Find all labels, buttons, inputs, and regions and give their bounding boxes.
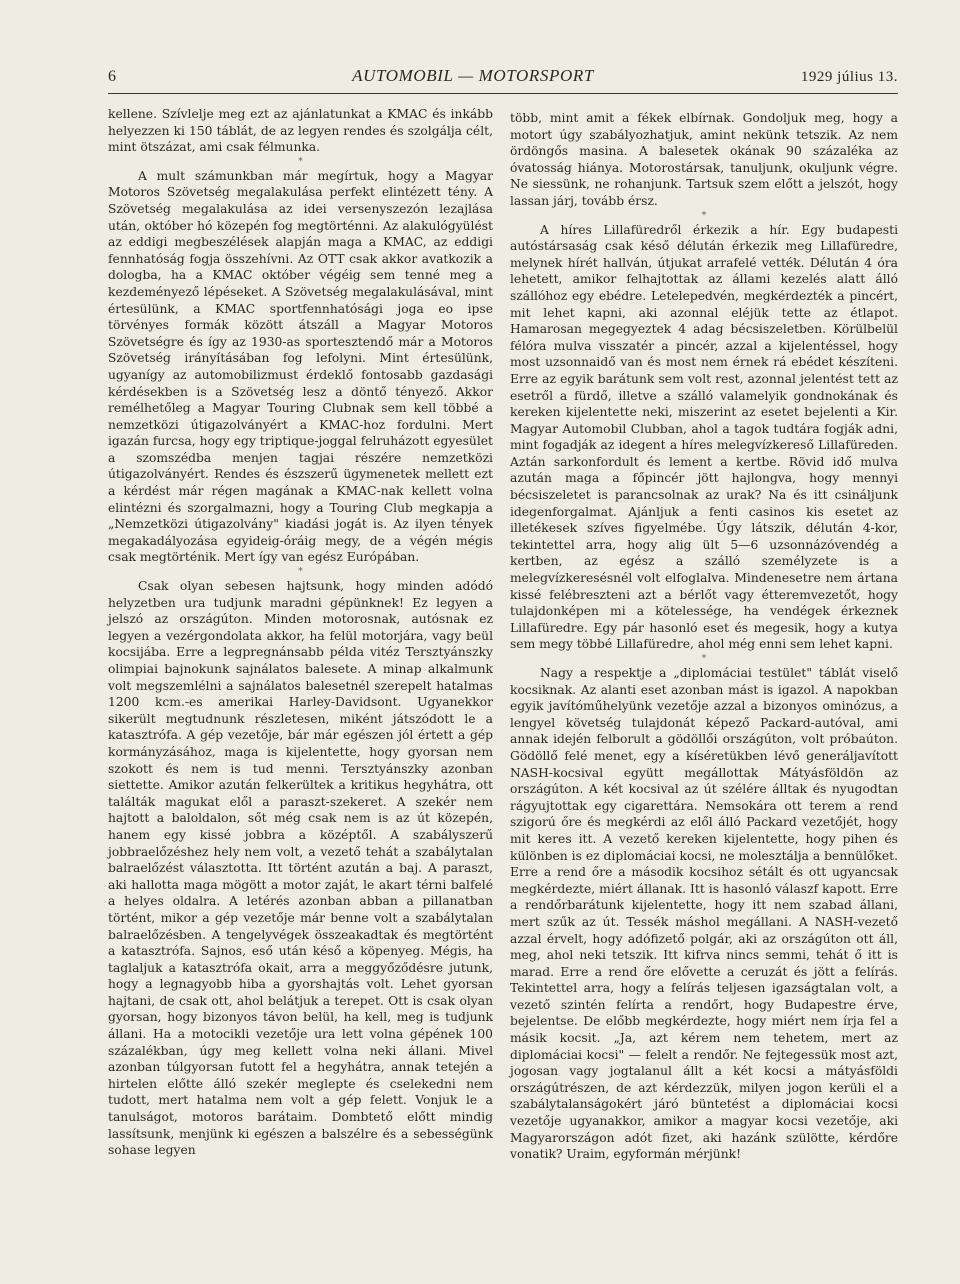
paragraph: A mult számunkban már megírtuk, hogy a Magyar Motoros Szövetség megalakulása perfekt elintézett tény. A Szövetség megalakulása az idei versenyszezón lezajlása után, október hó közepén fog megtörténni. Az alakulógyülést az eddigi megbeszélések alapján maga a KMAC, az eddigi fennhatóság fogja összehívni. Az OTT csak akkor avatkozik a dologba, ha a KMAC október végéig sem tenné meg a kezdeményező lépéseket. A Szövetség megalakulásával, mint értesülünk, a KMAC sportfennhatósági joga eo ipse törvényes formák között átszáll a Magyar Motoros Szövetségre és így az 1930-as sportesztendő már a Motoros Szövetség irányításában fog lefolyni. Mint értesülünk, ugyanígy az automobilizmust érdeklő fontosabb gazdasági kérdésekben is a Szövetség lesz a döntő tényező. Akkor remélhetőleg a Magyar Touring Clubnak sem kell többé a nemzetközi útigazolványért a KMAC-hoz fordulni. Mert igazán furcsa, hogy egy triptique-joggal felruházott egyesület a szomszédba menjen tagjai részére nemzetközi útigazolványért. Rendes és észszerű ügymenetek mellett ezt a kérdést már régen magának a KMAC-nak kellett volna elintézni és szorgalmazni, hogy a Touring Club megkapja a „Nemzetközi útigazolvány" kiadási jogát is. Az ilyen tények megakadályozása egyideig-óráig megy, de a végén mégis csak megtörténik. Mert így van egész Európában.	[108, 168, 493, 565]
paragraph: Csak olyan sebesen hajtsunk, hogy minden adódó helyzetben ura tudjunk maradni gépünknek! Ez legyen a jelszó az országúton. Minden motorosnak, autósnak ez legyen a vezérgondolata akkor, ha felül motorjára, vagy beül kocsijába. Erre a legpregnánsabb példa vitéz Tersztyánszky olimpiai bajnokunk sajnálatos balesete. A minap alkalmunk volt megszemlélni a sajnálatos balesetnél szerepelt hatalmas 1200 kcm.-es amerikai Harley-Davidsont. Ugyanekkor sikerült megtudnunk részletesen, miként játszódott le a katasztrófa. A gép vezetője, bár már egészen jól értett a gép kormányzásához, maga is kijelentette, hogy gyorsan nem szokott és nem is tud menni. Tersztyánszky azonban siettette. Amikor azután felkerültek a kritikus hegyhátra, ott találták magukat elől a paraszt-szekeret. A szekér nem hajtott a baloldalon, sőt még csak nem is az út közepén, hanem egy kissé jobbra a középtől. A szabályszerű jobbraelőzéshez hely nem volt, a vezető tehát a szabálytalan balraelőzést választotta. Itt történt azután a baj. A paraszt, aki hallotta maga mögött a motor zaját, le akart térni balfelé a helyes oldalra. A letérés azonban abban a pillanatban történt, mikor a gép vezetője már benne volt a szabálytalan balraelőzésben. A tengelyvégek összeakadtak és megtörtént a katasztrófa. Sajnos, eső után késő a köpenyeg. Mégis, ha taglaljuk a katasztrófa okait, arra a meggyőződésre jutunk, hogy a legnagyobb hiba a gyorshajtás volt. Lehet gyorsan hajtani, de csak ott, ahol belátjuk a terepet. Ott is csak olyan gyorsan, hogy bizonyos távon belül, ha kell, meg is tudjunk állani. Ha a motocikli vezetője ura lett volna gépének 100 százalékban, úgy meg kellett volna neki állani. Mivel azonban túlgyorsan futott fel a hegyhátra, annak tetején a hirtelen előtte álló szekér meglepte és cselekedni nem tudott, mert hatalma nem volt a gép felett. Vonjuk le a tanulságot, motoros barátaim. Dombtető előtt mindig lassítsunk, menjünk ki egészen a balszélre és a sebességünk sohase legyen	[108, 579, 493, 1158]
paragraph: kellene. Szívlelje meg ezt az ajánlatunkat a KMAC és inkább helyezzen ki 150 táblát, de az legyen rendes és szolgálja célt, mint ötszázat, ami csak félmunka.	[108, 107, 493, 155]
publication-title: AUTOMOBIL — MOTORSPORT	[352, 66, 594, 85]
paragraph: A híres Lillafüredről érkezik a hír. Egy budapesti autóstársaság csak késő délután érkezik meg Lillafüredre, melynek hírét hallván, útjukat arrafelé vették. Délután 4 óra lehetett, amikor felhajtottak az állami kezelés alatt álló szállóhoz egy ebédre. Letelepedvén, megkérdezték a pincért, mit lehet kapni, aki azonnal eléjük tette az étlapot. Hamarosan megegyeztek 4 adag bécsiszeletben. Körülbelül félóra mulva visszatér a pincér, azzal a kijelentéssel, hogy most uzsonnaidő van és most nem érnek rá ebédet készíteni. Erre az egyik barátunk sem volt rest, azonnal jelentést tett az esetről a fürdő, illetve a szálló valamelyik gondnokának és kereken kijelentette neki, miszerint az esetet bejelenti a Kir. Magyar Automobil Clubban, ahol a tagok tudtára fogják adni, mint fogadják az idegent a híres melegvízkereső Lillafüreden. Aztán sarkonfordult és lement a kertbe. Rövid idő mulva azután maga a főpincér jött hajlongva, hogy mennyi bécsiszeletet is parancsolnak az urak? Na és itt csináljunk idegenforgalmat. Ajánljuk a fenti casinos kis esetet az illetékesek szíves figyelmébe. Úgy látszik, délután 4-kor, tekintettel arra, hogy alig ült 5—6 uzsonnázóvendég a kertben, az egész a szálló személyzete is a melegvízkeresésnél volt elfoglalva. Mindenesetre nem ártana kissé felébreszteni azt a bérlőt vagy étteremvezetőt, hogy tulajdonképen mi a kötelessége, ha vendégek érkeznek Lillafüredre. Egy pár hasonló eset és megesik, hogy a kutya sem megy többé Lillafüredre, ahol még enni sem lehet kapni.	[510, 222, 898, 652]
page-header	[108, 66, 898, 92]
page-number: 6	[108, 68, 117, 85]
right-column	[510, 110, 898, 1163]
left-column	[108, 106, 493, 1159]
issue-date: 1929 július 13.	[800, 69, 898, 85]
section-separator: *	[298, 156, 303, 167]
paragraph: Nagy a respektje a „diplomáciai testület" táblát viselő kocsiknak. Az alanti eset azonban mást is igazol. A napokban egyik javítóműhelyünk vezetője azzal a bizonyos ominózus, a lengyel követség tulajdonát képező Packard-autóval, ami annak idején felborult a gödöllői országúton, volt próbaúton. Gödöllő felé menet, egy a kíséretükben lévő generáljavított NASH-kocsival együtt megállottak Mátyásföldön az országúton. A két kocsival az út szélére álltak és nyugodtan rágyujtottak egy cigarettára. Nemsokára ott terem a rend szigorú őre és megkérdi az elől álló Packard vezetőjét, hogy mit keres itt. A vezető kereken kijelentette, hogy pihen és különben is ez diplomáciai kocsi, ne molesztálja a bennülőket. Erre a rend őre a második kocsihoz sétált és ott ugyancsak megkérdezte, miért állanak. Itt is hasonló válaszf kapott. Erre a rendőrbarátunk kijelentette, hogy itt nem szabad állani, mert szűk az út. Tessék máshol megállani. A NASH-vezető azzal érvelt, hogy adófizető polgár, aki az országúton ott áll, meg, ahol neki tetszik. Itt kifrva nincs semmi, tehát ő itt is marad. Erre a rend őre elővette a ceruzát és jött a felírás. Tekintettel arra, hogy a felírás teljesen igazságtalan volt, a vezető szintén felírta a rendőrt, hogy Budapestre érve, bejelentse. De előbb megkérdezte, hogy miért nem írja fel a másik kocsit. „Ja, azt kérem nem tehetem, mert az diplomáciai kocsi" — felelt a rendőr. Ne fejtegessük most azt, jogosan vagy jogtalanul állt a két kocsi a mátyásföldi országútrészen, de azt kérdezzük, milyen jogon kerüli el a szabálytalanságokért járó büntetést a diplomáciai kocsi vezetője ugyanakkor, amikor a magyar kocsi vezetője, aki Magyarországon adót fizet, aki hazánk szülötte, kérdőre vonatik? Uraim, egyformán mérjünk!	[510, 666, 898, 1162]
paragraph: több, mint amit a fékek elbírnak. Gondoljuk meg, hogy a motort úgy szabályozhatjuk, amint nekünk tetszik. Az nem ördöngős masina. A balesetek okának 90 százaléka az óvatosság hiánya. Motorostársak, tanuljunk, okuljunk végre. Ne siessünk, ne rohanjunk. Tartsuk szem előtt a jelszót, hogy lassan járj, tovább érsz.	[510, 111, 898, 208]
section-separator: *	[701, 654, 707, 664]
header-rule	[108, 93, 898, 94]
section-separator: *	[298, 567, 303, 578]
section-separator: *	[701, 210, 707, 221]
